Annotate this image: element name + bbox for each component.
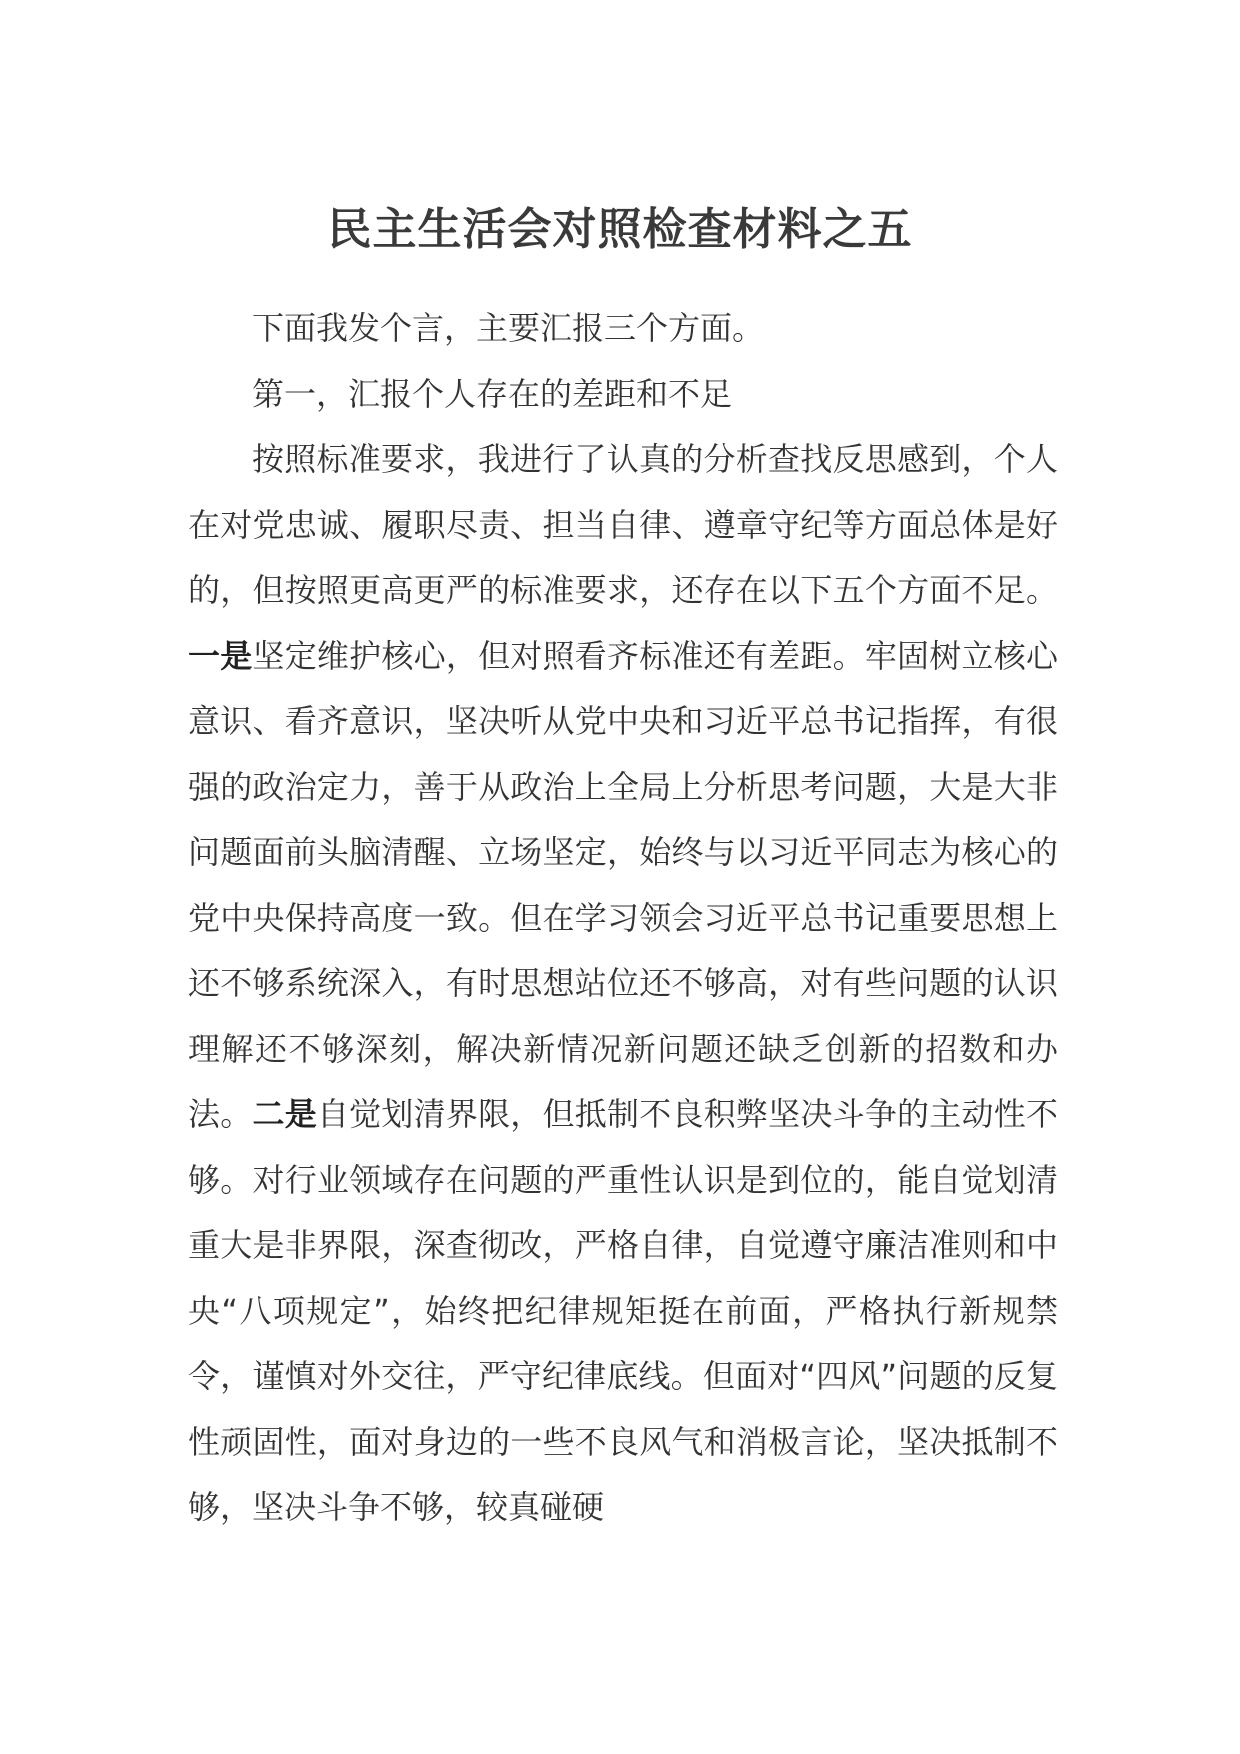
point-one-text: 坚定维护核心，但对照看齐标准还有差距。牢固树立核心意识、看齐意识，坚决听从党中央和习近平总书记指挥，有很强的政治定力，善于从政治上全局上分析思考问题，大是大非问题面前头脑清醒、立场坚定，始终与以习近平同志为核心的党中央保持高度一致。但在学习领会习近平总书记重要思想上还不够系统深入，有时思想站位还不够高，对有些问题的认识理解还不够深刻，解决新情况新问题还缺乏创新的招数和办法。 — [188, 636, 1058, 1133]
paragraph-shortcomings — [188, 427, 1058, 1541]
point-two-text: 自觉划清界限，但抵制不良积弊坚决斗争的主动性不够。对行业领域存在问题的严重性认识是到位的，能自觉划清重大是非界限，深查彻改，严格自律，自觉遵守廉洁准则和中央“八项规定”，始终把纪律规矩挺在前面，严格执行新规禁令，谨慎对外交往，严守纪律底线。但面对“四风”问题的反复性顽固性，面对身边的一些不良风气和消极言论，坚决抵制不够，坚决斗争不够，较真碰硬 — [188, 1095, 1058, 1526]
section-heading-one: 第一，汇报个人存在的差距和不足 — [252, 374, 733, 413]
paragraph-intro: 下面我发个言，主要汇报三个方面。 — [252, 309, 765, 347]
document-title: 民主生活会对照检查材料之五 — [327, 204, 913, 255]
point-two-label: 二是 — [252, 1095, 317, 1133]
paragraph-text: 按照标准要求，我进行了认真的分析查找反思感到，个人在对党忠诚、履职尽责、担当自律、遵章守纪等方面总体是好的，但按照更高更严的标准要求，还存在以下五个方面不足。 — [188, 440, 1058, 609]
document-body — [188, 296, 1058, 1541]
point-one-label: 一是 — [188, 636, 253, 675]
